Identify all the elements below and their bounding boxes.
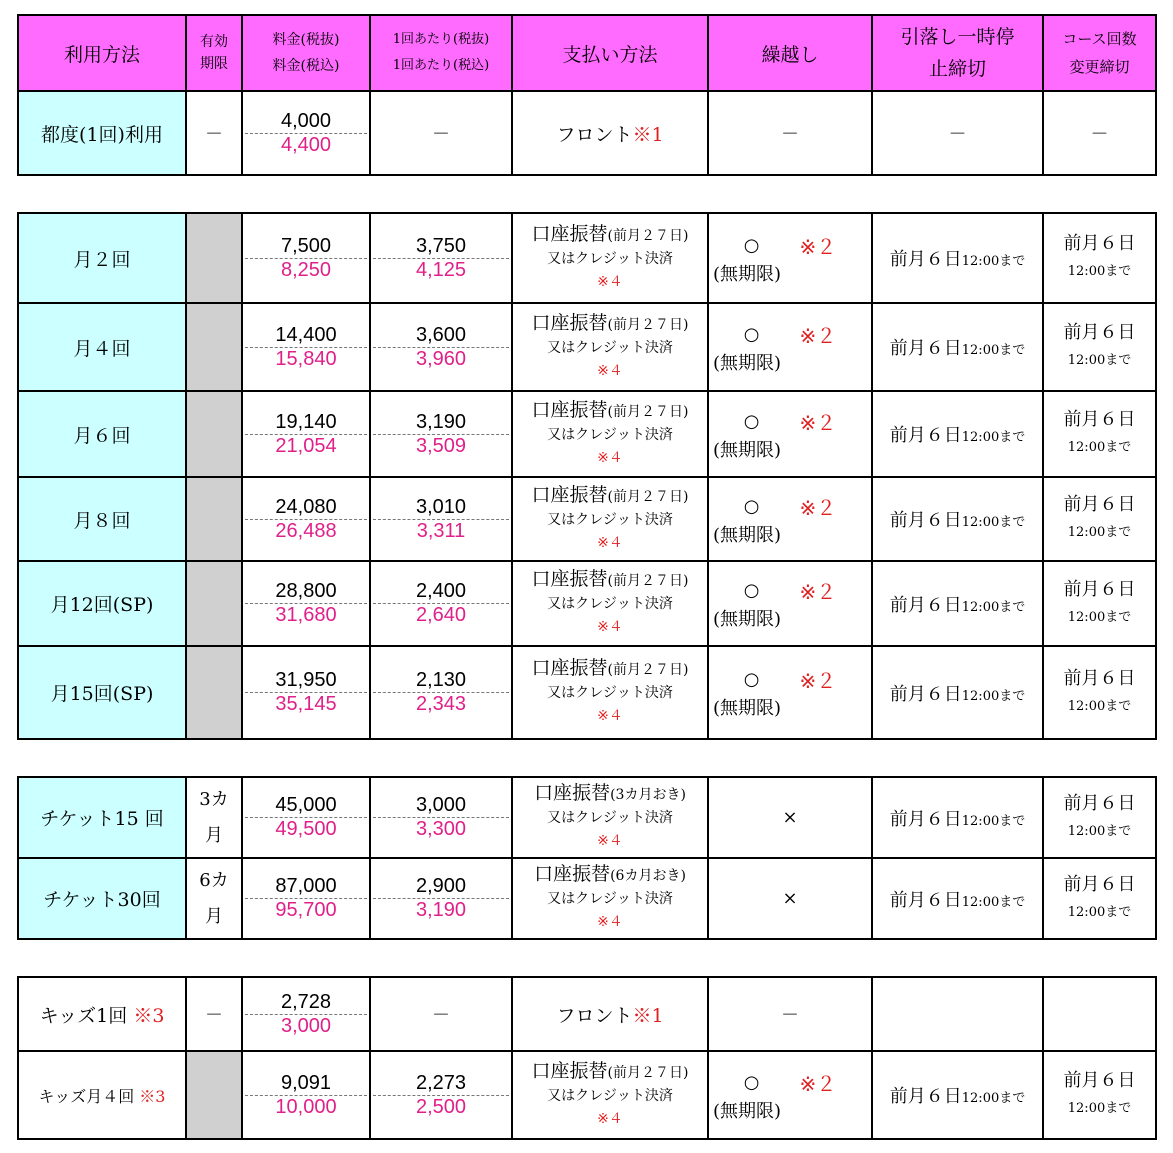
change-cell (1043, 303, 1156, 391)
pay-bank: 口座振替 (531, 483, 608, 506)
pay-note4: ※４ (597, 273, 623, 290)
pay-note4: ※４ (597, 619, 623, 635)
table-row (18, 1051, 1156, 1139)
carryover-cell (708, 646, 872, 739)
carryover-cell (708, 477, 872, 561)
payment-cell (512, 561, 708, 646)
fee-in: 95,700 (275, 899, 337, 921)
kids-table (17, 976, 1157, 1140)
change-cell: － (1043, 91, 1156, 175)
fee-cell (242, 303, 370, 391)
per-cell (370, 858, 512, 939)
unlimited-text: (無期限) (713, 524, 782, 546)
per-cell (370, 646, 512, 739)
header-change-line1: コース回数 (1062, 30, 1137, 48)
per-ex: 3,750 (373, 235, 509, 259)
pay-credit: 又はクレジット決済 (547, 596, 673, 612)
deadline-big: 前月６日 (1063, 322, 1136, 343)
payment-cell (512, 1051, 708, 1139)
deadline-big: 前月６日 (1063, 494, 1136, 515)
per-ex: 2,273 (373, 1072, 509, 1096)
table-row (18, 303, 1156, 391)
fee-cell (242, 561, 370, 646)
pay-bank: 口座振替 (531, 1059, 608, 1082)
deadline-small: 12:00まで (1067, 353, 1132, 368)
deadline-small: 12:00まで (961, 1091, 1026, 1106)
fee-cell (242, 858, 370, 939)
row-label-text: キッズ月４回 (38, 1086, 135, 1106)
pay-credit: 又はクレジット決済 (547, 891, 673, 907)
per-ex: 2,130 (373, 669, 509, 693)
payment-cell (512, 858, 708, 939)
pay-note: (前月２７日) (607, 227, 689, 244)
payment-cell (512, 977, 708, 1051)
header-payment: 支払い方法 (512, 15, 708, 91)
carry-note2: ※２ (799, 410, 837, 435)
fee-ex: 28,800 (245, 580, 367, 604)
table-row (18, 213, 1156, 303)
change-cell (1043, 646, 1156, 739)
per-cell: － (370, 91, 512, 175)
deadline-big: 前月６日 (889, 425, 962, 446)
fee-cell (242, 391, 370, 477)
deadline-big: 前月６日 (889, 683, 962, 705)
fee-ex: 2,728 (245, 991, 367, 1015)
pay-note: (前月２７日) (607, 403, 689, 420)
fee-table-wrapper (17, 14, 1155, 1140)
unlimited-text: (無期限) (713, 352, 782, 374)
deadline-small: 12:00まで (1067, 904, 1132, 920)
per-cell (370, 1051, 512, 1139)
pay-credit: 又はクレジット決済 (547, 685, 673, 701)
carryover-cell: × (708, 777, 872, 858)
validity-line2: 月 (205, 824, 223, 846)
fee-cell (242, 777, 370, 858)
fee-ex: 24,080 (245, 496, 367, 520)
deadline-small: 12:00まで (961, 599, 1026, 615)
validity-line1: 3カ (199, 788, 229, 810)
carry-note2: ※２ (799, 234, 837, 259)
spacer (17, 740, 1155, 776)
pay-credit: 又はクレジット決済 (547, 511, 673, 528)
change-cell (1043, 391, 1156, 477)
kids1-label: キッズ1回 (39, 1004, 128, 1027)
pay-note4: ※４ (597, 1110, 623, 1127)
payment-cell (512, 646, 708, 739)
deadline-big: 前月６日 (889, 594, 962, 616)
change-cell (1043, 858, 1156, 939)
per-ex: 3,600 (373, 324, 509, 348)
monthly-table (17, 212, 1157, 740)
per-cell (370, 477, 512, 561)
payment-cell (512, 777, 708, 858)
per-cell (370, 391, 512, 477)
fee-in: 15,840 (275, 347, 337, 370)
header-stop (872, 15, 1043, 91)
spacer (17, 940, 1155, 976)
per-ex: 3,010 (373, 496, 509, 520)
row-label (18, 977, 186, 1051)
table-row (18, 777, 1156, 858)
validity-cell (186, 477, 242, 561)
validity-cell: － (186, 91, 242, 175)
deadline-big: 前月６日 (1063, 873, 1136, 895)
deadline-small: 12:00まで (961, 894, 1026, 910)
carry-note2: ※２ (799, 495, 837, 520)
validity-line1: 6カ (199, 869, 229, 891)
header-per (370, 15, 512, 91)
payment-cell (512, 391, 708, 477)
carryover-cell: × (708, 858, 872, 939)
header-validity (186, 15, 242, 91)
stop-cell (872, 213, 1043, 303)
row-single (18, 91, 1156, 175)
stop-cell (872, 561, 1043, 646)
table-row (18, 646, 1156, 739)
change-cell (1043, 213, 1156, 303)
pay-note4: ※４ (597, 362, 623, 379)
pay-bank: 口座振替 (534, 863, 611, 885)
header-fee-ex: 料金(税抜) (272, 32, 340, 48)
validity-line2: 月 (205, 905, 223, 927)
deadline-big: 前月６日 (1063, 409, 1136, 430)
ticket-table (17, 776, 1157, 940)
circle-mark: ○ (743, 1071, 760, 1093)
carry-note2: ※２ (799, 323, 837, 348)
header-stop-line2: 止締切 (928, 58, 986, 80)
change-cell (1043, 777, 1156, 858)
header-row (18, 15, 1156, 91)
change-cell (1043, 561, 1156, 646)
header-fee (242, 15, 370, 91)
front-note: ※1 (632, 123, 664, 146)
per-in: 2,343 (415, 693, 467, 715)
validity-cell: － (186, 977, 242, 1051)
pay-note: (前月２７日) (607, 662, 689, 678)
row-label-note: ※3 (139, 1086, 166, 1106)
pay-credit: 又はクレジット決済 (547, 426, 673, 443)
front-label: フロント (556, 1004, 633, 1027)
carryover-cell: － (708, 91, 872, 175)
deadline-big: 前月６日 (1063, 1070, 1136, 1091)
deadline-big: 前月６日 (889, 889, 962, 911)
per-cell (370, 561, 512, 646)
unlimited-text: (無期限) (713, 609, 782, 630)
circle-mark: ○ (743, 234, 760, 256)
pay-note: (3カ月おき) (610, 787, 686, 803)
pay-note: (前月２７日) (607, 573, 689, 589)
per-ex: 3,190 (373, 411, 509, 435)
deadline-big: 前月６日 (889, 510, 962, 531)
pay-credit: 又はクレジット決済 (547, 1087, 673, 1104)
fee-in: 26,488 (275, 519, 337, 542)
row-label: チケット15 回 (18, 777, 186, 858)
per-cell: － (370, 977, 512, 1051)
stop-cell (872, 477, 1043, 561)
fee-in: 10,000 (275, 1095, 337, 1118)
pay-note4: ※４ (597, 449, 623, 466)
validity-cell (186, 777, 242, 858)
fee-ex: 9,091 (245, 1072, 367, 1096)
fee-in: 21,054 (275, 434, 337, 457)
per-in: 2,500 (415, 1095, 467, 1118)
validity-cell (186, 303, 242, 391)
header-carryover: 繰越し (708, 15, 872, 91)
spacer (17, 176, 1155, 212)
change-cell (1043, 977, 1156, 1051)
carryover-cell (708, 391, 872, 477)
pay-bank: 口座振替 (531, 398, 608, 421)
row-label: 月12回(SP) (18, 561, 186, 646)
validity-cell (186, 646, 242, 739)
row-label: 月８回 (18, 477, 186, 561)
carryover-cell (708, 213, 872, 303)
deadline-small: 12:00まで (1067, 1101, 1132, 1116)
fee-ex: 14,400 (245, 324, 367, 348)
fee-table (17, 14, 1157, 176)
per-in: 3,509 (415, 434, 467, 457)
circle-mark: ○ (743, 495, 760, 517)
front-label: フロント (556, 123, 633, 146)
header-change-line2: 変更締切 (1069, 58, 1130, 76)
deadline-small: 12:00まで (961, 430, 1026, 445)
per-ex: 2,900 (373, 875, 509, 899)
fee-ex: 19,140 (245, 411, 367, 435)
validity-cell (186, 561, 242, 646)
unlimited-text: (無期限) (713, 263, 782, 285)
row-label (18, 1051, 186, 1139)
per-cell (370, 303, 512, 391)
header-change (1043, 15, 1156, 91)
validity-cell (186, 213, 242, 303)
validity-cell (186, 858, 242, 939)
circle-mark: ○ (743, 323, 760, 345)
row-kids1 (18, 977, 1156, 1051)
pay-note4: ※４ (597, 534, 623, 551)
stop-cell (872, 391, 1043, 477)
per-in: 3,190 (415, 899, 467, 921)
deadline-small: 12:00まで (1067, 525, 1132, 540)
per-in: 3,960 (415, 347, 467, 370)
carryover-cell (708, 561, 872, 646)
stop-cell (872, 1051, 1043, 1139)
carry-note2: ※２ (799, 1071, 837, 1096)
deadline-small: 12:00まで (1067, 609, 1132, 625)
per-cell (370, 213, 512, 303)
circle-mark: ○ (743, 669, 760, 690)
validity-cell (186, 391, 242, 477)
circle-mark: ○ (743, 410, 760, 432)
pay-bank: 口座振替 (534, 782, 611, 804)
fee-in: 4,400 (280, 133, 332, 156)
per-in: 4,125 (415, 258, 467, 281)
fee-in: 8,250 (280, 258, 332, 281)
table-row (18, 477, 1156, 561)
fee-ex: 4,000 (245, 110, 367, 134)
carryover-cell (708, 1051, 872, 1139)
deadline-small: 12:00まで (961, 515, 1026, 530)
fee-cell (242, 646, 370, 739)
payment-cell (512, 303, 708, 391)
deadline-small: 12:00まで (1067, 823, 1132, 839)
deadline-small: 12:00まで (961, 813, 1026, 829)
deadline-small: 12:00まで (1067, 264, 1132, 279)
fee-ex: 45,000 (245, 794, 367, 818)
pay-bank: 口座振替 (531, 311, 608, 334)
pay-note4: ※４ (597, 833, 623, 849)
circle-mark: ○ (743, 580, 760, 601)
deadline-big: 前月６日 (1063, 233, 1136, 254)
fee-ex: 31,950 (245, 669, 367, 693)
carryover-cell (708, 303, 872, 391)
stop-cell (872, 303, 1043, 391)
pay-note: (前月２７日) (607, 488, 689, 505)
front-note: ※1 (632, 1004, 664, 1027)
pay-bank: 口座振替 (531, 657, 608, 679)
header-fee-in: 料金(税込) (272, 58, 340, 74)
change-cell (1043, 477, 1156, 561)
payment-cell (512, 213, 708, 303)
deadline-big: 前月６日 (889, 249, 962, 270)
per-in: 3,311 (416, 519, 466, 542)
stop-cell (872, 977, 1043, 1051)
header-per-ex: 1回あたり(税抜) (392, 32, 490, 47)
pay-note: (前月２７日) (607, 316, 689, 333)
deadline-small: 12:00まで (1067, 440, 1132, 455)
deadline-small: 12:00まで (961, 254, 1026, 269)
carry-note2: ※２ (799, 669, 837, 693)
pay-note4: ※４ (597, 708, 623, 724)
fee-cell (242, 213, 370, 303)
pay-note: (前月２７日) (607, 1064, 689, 1081)
payment-cell (512, 477, 708, 561)
stop-cell: － (872, 91, 1043, 175)
fee-in: 31,680 (275, 604, 337, 626)
fee-cell (242, 477, 370, 561)
deadline-big: 前月６日 (1063, 578, 1136, 600)
per-ex: 2,400 (373, 580, 509, 604)
kids1-note: ※3 (133, 1004, 165, 1027)
per-in: 3,300 (415, 818, 467, 840)
fee-ex: 7,500 (245, 235, 367, 259)
deadline-big: 前月６日 (1063, 792, 1136, 814)
stop-cell (872, 858, 1043, 939)
row-label: 月15回(SP) (18, 646, 186, 739)
row-label: 月６回 (18, 391, 186, 477)
deadline-small: 12:00まで (961, 688, 1026, 704)
row-label: 都度(1回)利用 (18, 91, 186, 175)
pay-credit: 又はクレジット決済 (547, 810, 673, 826)
deadline-small: 12:00まで (1067, 698, 1132, 714)
header-validity-line2: 期限 (200, 56, 228, 72)
deadline-big: 前月６日 (889, 808, 962, 830)
deadline-big: 前月６日 (889, 338, 962, 359)
deadline-big: 前月６日 (1063, 667, 1136, 689)
table-row (18, 858, 1156, 939)
per-cell (370, 777, 512, 858)
per-in: 2,640 (415, 604, 467, 626)
pay-bank: 口座振替 (531, 222, 608, 245)
row-label: チケット30回 (18, 858, 186, 939)
carryover-cell: － (708, 977, 872, 1051)
header-per-in: 1回あたり(税込) (392, 58, 490, 73)
row-label: 月４回 (18, 303, 186, 391)
pay-note: (6カ月おき) (610, 868, 686, 884)
fee-ex: 87,000 (245, 875, 367, 899)
table-row (18, 561, 1156, 646)
row-label: 月２回 (18, 213, 186, 303)
header-method: 利用方法 (18, 15, 186, 91)
table-row (18, 391, 1156, 477)
carry-note2: ※２ (799, 580, 837, 604)
fee-in: 3,000 (280, 1014, 332, 1037)
fee-cell (242, 1051, 370, 1139)
deadline-small: 12:00まで (961, 343, 1026, 358)
fee-cell (242, 977, 370, 1051)
stop-cell (872, 777, 1043, 858)
deadline-big: 前月６日 (889, 1086, 962, 1107)
validity-cell (186, 1051, 242, 1139)
payment-cell (512, 91, 708, 175)
header-validity-line1: 有効 (200, 34, 228, 50)
unlimited-text: (無期限) (713, 1100, 782, 1122)
fee-cell (242, 91, 370, 175)
change-cell (1043, 1051, 1156, 1139)
pay-credit: 又はクレジット決済 (547, 250, 673, 267)
fee-in: 35,145 (275, 693, 337, 715)
pay-credit: 又はクレジット決済 (547, 339, 673, 356)
unlimited-text: (無期限) (713, 439, 782, 461)
pay-bank: 口座振替 (531, 568, 608, 590)
unlimited-text: (無期限) (713, 698, 782, 719)
stop-cell (872, 646, 1043, 739)
pay-note4: ※４ (597, 914, 623, 930)
per-ex: 3,000 (373, 794, 509, 818)
fee-in: 49,500 (275, 818, 337, 840)
header-stop-line1: 引落し一時停 (900, 26, 1015, 48)
